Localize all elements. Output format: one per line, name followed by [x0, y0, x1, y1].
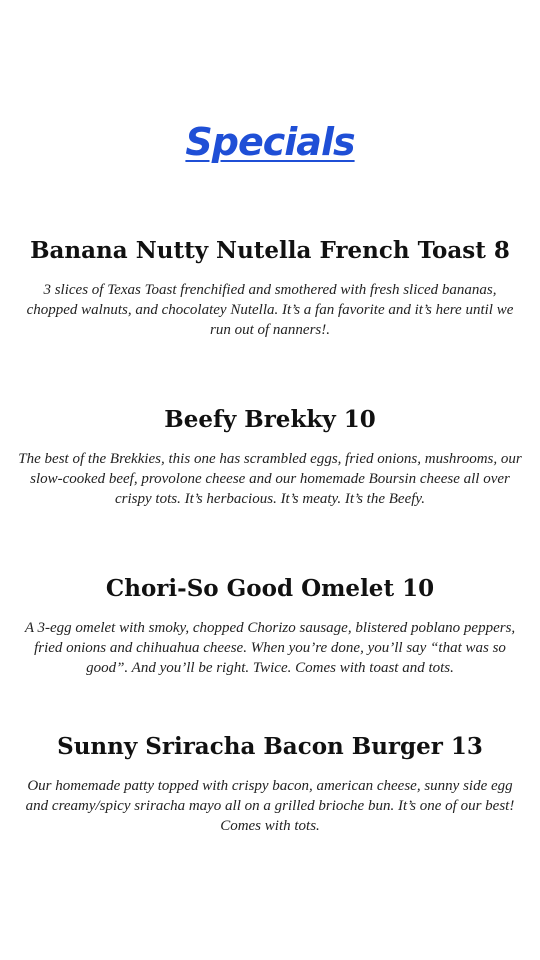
- menu-item-name: Chori-So Good Omelet 10: [105, 575, 435, 602]
- menu-item: [0, 236, 540, 340]
- menu-item-name: Beefy Brekky 10: [164, 406, 376, 433]
- menu-item-description: 3 slices of Texas Toast frenchified and smothered with fresh sliced bananas, chopped walnuts, and chocolatey Nutella. It’s a fan favorite and it’s here until we run out of nanners!.: [26, 282, 514, 338]
- menu-item: [0, 405, 540, 509]
- menu-item-name: Banana Nutty Nutella French Toast 8: [30, 237, 510, 264]
- page-title: Specials: [185, 120, 355, 164]
- menu-item-description: A 3-egg omelet with smoky, chopped Chorizo sausage, blistered poblano peppers, fried onions and chihuahua cheese. When you’re done, you’ll say “that was so good”. And you’ll be right. Twice. Comes with toast and tots.: [24, 620, 516, 676]
- menu-item: [0, 732, 540, 836]
- menu-item: [0, 574, 540, 678]
- menu-item-description: Our homemade patty topped with crispy bacon, american cheese, sunny side egg and creamy/spicy sriracha mayo all on a grilled brioche bun. It’s one of our best! Comes with tots.: [25, 778, 515, 834]
- menu-item-name: Sunny Sriracha Bacon Burger 13: [57, 733, 483, 760]
- menu-item-description: The best of the Brekkies, this one has scrambled eggs, fried onions, mushrooms, our slow-cooked beef, provolone cheese and our homemade Boursin cheese all over crispy tots. It’s herbacious. It’s meaty. It’s the Beefy.: [18, 451, 522, 507]
